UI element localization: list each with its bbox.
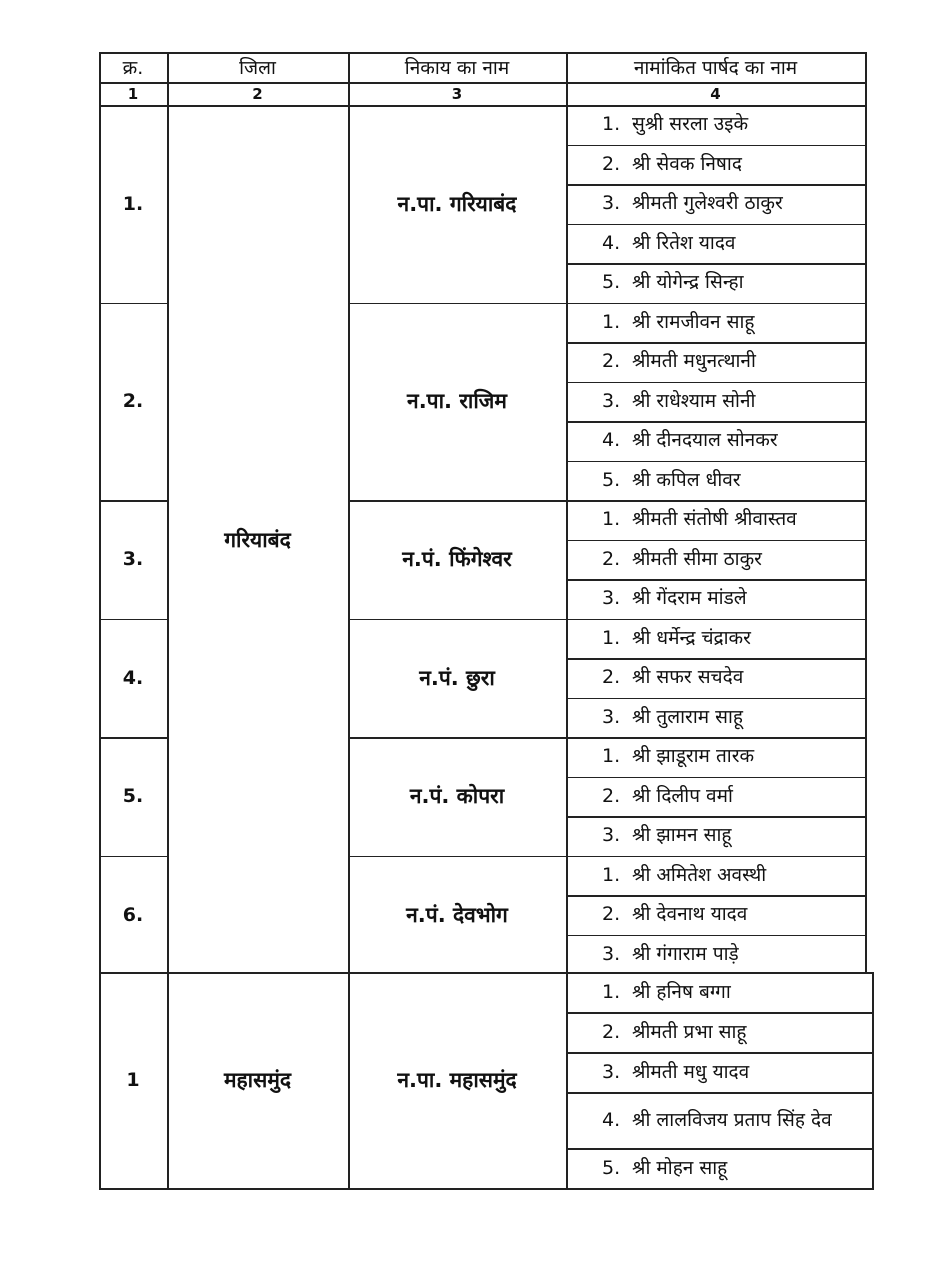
councillor-index: 2.: [602, 547, 621, 570]
block-rule: [348, 856, 865, 858]
councillor-entry: [566, 856, 865, 896]
member-row-rule: [566, 184, 865, 186]
header-column-rule: [865, 52, 867, 105]
member-row-rule: [566, 1012, 872, 1014]
column-number: 3: [451, 84, 463, 103]
councillor-entry: [566, 224, 865, 264]
block-rule: [99, 856, 167, 858]
block-rule: [348, 737, 865, 739]
councillor-index: 5.: [602, 468, 621, 491]
councillor-index: 3.: [602, 705, 621, 728]
councillor-index: 3.: [602, 192, 621, 215]
serial-number: 5.: [122, 785, 144, 808]
councillor-entry: [566, 263, 865, 303]
councillor-index: 5.: [602, 1156, 621, 1179]
column-rule: [99, 972, 101, 1188]
councillor-index: 3.: [602, 587, 621, 610]
councillor-name: श्रीमती मधु यादव: [632, 1060, 750, 1083]
member-row-rule: [566, 263, 865, 265]
header-column-rule: [348, 52, 350, 105]
councillor-name: सुश्री सरला उइके: [632, 113, 749, 136]
serial-number: 2.: [122, 390, 144, 413]
councillor-entry: [566, 816, 865, 856]
block-rule: [348, 619, 865, 621]
councillor-entry: [566, 658, 865, 698]
councillor-entry: [566, 184, 865, 224]
member-row-rule: [566, 658, 865, 660]
councillor-index: 3.: [602, 942, 621, 965]
councillor-entry: [566, 382, 865, 422]
district-name: गरियाबंद: [224, 527, 291, 552]
councillor-index: 2.: [602, 152, 621, 175]
councillor-index: 1.: [602, 310, 621, 333]
councillor-name: श्रीमती संतोषी श्रीवास्तव: [632, 508, 797, 531]
block-rule: [99, 619, 167, 621]
member-row-rule: [566, 777, 865, 779]
councillor-entry: [566, 619, 865, 659]
member-row-rule: [566, 540, 865, 542]
member-row-rule: [566, 421, 865, 423]
councillor-index: 2.: [602, 666, 621, 689]
councillor-index: 3.: [602, 1060, 621, 1083]
table-bottom-rule: [99, 1188, 874, 1190]
header-councillor-name: नामांकित पार्षद का नाम: [633, 57, 798, 79]
councillor-name: श्री राधेश्याम सोनी: [632, 389, 756, 412]
councillor-index: 1.: [602, 508, 621, 531]
member-row-rule: [566, 145, 865, 147]
councillor-index: 2.: [602, 784, 621, 807]
column-rule: [566, 105, 568, 974]
councillor-name: श्री योगेन्द्र सिन्हा: [632, 271, 744, 294]
block-rule: [99, 500, 167, 502]
municipal-body-name: न.पा. राजिम: [407, 389, 507, 414]
member-row-rule: [566, 935, 865, 937]
councillor-entry: [566, 342, 865, 382]
councillor-name: श्री धर्मेन्द्र चंद्राकर: [632, 626, 751, 649]
councillor-name: श्री देवनाथ यादव: [632, 903, 748, 926]
municipal-body-name: न.पं. देवभोग: [406, 902, 508, 927]
column-rule: [865, 105, 867, 974]
header-rule: [99, 82, 866, 84]
column-rule: [167, 972, 169, 1188]
header-column-rule: [566, 52, 568, 105]
serial-number: 3.: [122, 548, 144, 571]
member-row-rule: [566, 382, 865, 384]
header-district: जिला: [239, 57, 276, 79]
councillor-name: श्रीमती मधुनत्थानी: [632, 350, 756, 373]
councillor-index: 2.: [602, 350, 621, 373]
councillor-name: श्री झाडूराम तारक: [632, 745, 755, 768]
header-body-name: निकाय का नाम: [404, 57, 510, 79]
councillor-index: 3.: [602, 389, 621, 412]
councillor-entry: [566, 737, 865, 777]
member-row-rule: [566, 461, 865, 463]
councillor-index: 1.: [602, 980, 621, 1003]
councillor-name: श्री रामजीवन साहू: [632, 310, 755, 333]
member-row-rule: [566, 816, 865, 818]
column-number: 1: [127, 84, 139, 103]
councillor-name: श्री दिलीप वर्मा: [632, 784, 733, 807]
councillor-index: 1.: [602, 745, 621, 768]
municipal-body-name: न.पा. महासमुंद: [397, 1068, 517, 1092]
member-row-rule: [566, 1148, 872, 1150]
councillor-name: श्री लालविजय प्रताप सिंह देव: [632, 1108, 832, 1131]
serial-number: 1: [126, 1069, 140, 1091]
councillor-index: 2.: [602, 1020, 621, 1043]
column-rule: [348, 105, 350, 974]
councillor-index: 1.: [602, 113, 621, 136]
councillor-name: श्रीमती प्रभा साहू: [632, 1020, 747, 1043]
councillor-index: 1.: [602, 626, 621, 649]
municipal-body-name: न.पा. गरियाबंद: [397, 191, 517, 216]
councillor-entry: [566, 461, 865, 501]
councillor-name: श्री गेंदराम मांडले: [632, 587, 747, 610]
serial-number: 4.: [122, 666, 144, 689]
member-row-rule: [566, 342, 865, 344]
serial-number: 1.: [122, 192, 144, 215]
block-rule: [99, 737, 167, 739]
member-row-rule: [566, 1092, 872, 1094]
councillor-name: श्री कपिल धीवर: [632, 468, 741, 491]
councillor-index: 3.: [602, 824, 621, 847]
councillor-entry: [566, 1052, 872, 1092]
councillor-index: 4.: [602, 1108, 621, 1131]
councillor-entry: [566, 777, 865, 817]
councillor-entry: [566, 1012, 872, 1052]
councillor-entry: [566, 895, 865, 935]
municipal-body-name: न.पं. छुरा: [419, 665, 495, 690]
councillor-entry: [566, 1092, 872, 1148]
block-rule: [348, 303, 865, 305]
councillor-name: श्री अमितेश अवस्थी: [632, 863, 767, 886]
serial-number: 6.: [122, 903, 144, 926]
councillor-name: श्रीमती गुलेश्वरी ठाकुर: [632, 192, 783, 215]
column-rule: [348, 972, 350, 1188]
councillor-name: श्री सेवक निषाद: [632, 152, 742, 175]
councillor-entry: [566, 1148, 872, 1188]
block-rule: [99, 303, 167, 305]
member-row-rule: [566, 224, 865, 226]
column-rule: [167, 105, 169, 974]
header-top-rule: [99, 52, 866, 54]
councillor-entry: [566, 303, 865, 343]
councillor-entry: [566, 421, 865, 461]
councillor-entry: [566, 935, 865, 975]
councillor-name: श्री रितेश यादव: [632, 231, 736, 254]
column-number: 4: [710, 84, 721, 103]
municipal-body-name: न.पं. कोपरा: [409, 784, 505, 809]
member-row-rule: [566, 895, 865, 897]
councillor-index: 1.: [602, 863, 621, 886]
councillor-index: 4.: [602, 429, 621, 452]
councillor-entry: [566, 972, 872, 1012]
councillor-entry: [566, 105, 865, 145]
header-column-rule: [99, 52, 101, 105]
councillor-name: श्री तुलाराम साहू: [632, 705, 743, 728]
councillor-index: 4.: [602, 231, 621, 254]
councillor-name: श्री हनिष बग्गा: [632, 980, 731, 1003]
member-row-rule: [566, 579, 865, 581]
column-rule: [566, 972, 568, 1188]
councillor-name: श्री सफर सचदेव: [632, 666, 744, 689]
councillor-name: श्री गंगाराम पाड़े: [632, 942, 739, 965]
block-rule: [348, 500, 865, 502]
councillor-name: श्री झामन साहू: [632, 824, 732, 847]
councillor-index: 2.: [602, 903, 621, 926]
member-row-rule: [566, 1052, 872, 1054]
header-serial: क्र.: [122, 57, 144, 79]
councillor-name: श्री मोहन साहू: [632, 1156, 728, 1179]
column-rule: [872, 972, 874, 1188]
councillor-entry: [566, 540, 865, 580]
member-row-rule: [566, 698, 865, 700]
column-number: 2: [252, 84, 263, 103]
district-name: महासमुंद: [223, 1068, 292, 1092]
councillor-entry: [566, 698, 865, 738]
councillor-entry: [566, 500, 865, 540]
header-column-rule: [167, 52, 169, 105]
councillor-index: 5.: [602, 271, 621, 294]
councillor-entry: [566, 145, 865, 185]
councillor-name: श्री दीनदयाल सोनकर: [632, 429, 778, 452]
municipal-body-name: न.पं. फिंगेश्वर: [402, 547, 512, 572]
councillor-entry: [566, 579, 865, 619]
column-rule: [99, 105, 101, 974]
councillor-name: श्रीमती सीमा ठाकुर: [632, 547, 762, 570]
